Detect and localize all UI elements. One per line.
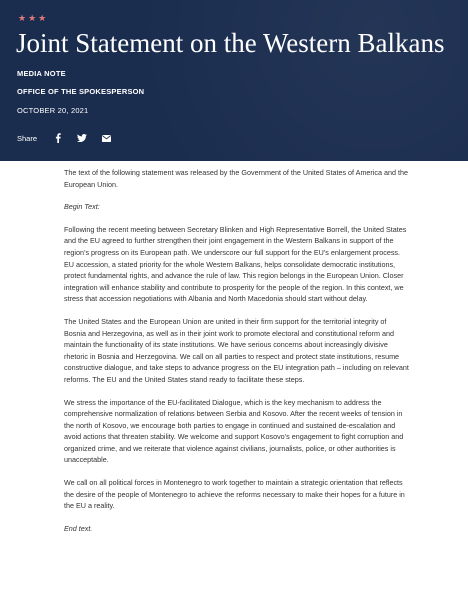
article-type: MEDIA NOTE [17,69,66,78]
paragraph-1: Following the recent meeting between Secretary Blinken and High Representative Borrell, the United States and the EU agreed to further strengthen their joint engagement in the Western Balkans in support of the region’s progress on its European path. We underscore our full support for the EU’s enlargement process. EU accession, a stated priority for the whole Western Balkans, helps consolidate democratic institutions, protect fundamental rights, and advance the rule of law. This region belongs in the European Union. Closer integration will enhance stability and contribute to prosperity for the people of the region. In this context, we stress that accession negotiations with Albania and North Macedonia should start without delay. [64,224,407,304]
page-header [0,0,468,161]
paragraph-4: We call on all political forces in Montenegro to work together to maintain a strategic orientation that reflects the desire of the people of Montenegro to achieve the reforms necessary to make their hopes for a future in the EU a reality. [64,478,405,511]
stars-decoration: ★★★ [18,13,49,23]
statement-body [64,167,410,545]
publish-date: OCTOBER 20, 2021 [17,106,89,115]
end-text-marker: End text. [64,523,93,533]
facebook-icon[interactable] [52,133,64,143]
issuing-office[interactable]: OFFICE OF THE SPOKESPERSON [17,87,145,96]
intro-paragraph: The text of the following statement was released by the Government of the United States of America and the European Union. [64,168,408,189]
begin-text-marker: Begin Text: [64,202,100,212]
share-bar [17,133,124,143]
paragraph-3: We stress the importance of the EU-facilitated Dialogue, which is the key mechanism to address the comprehensive normalization of relations between Serbia and Kosovo. After the recent weeks of tension in the north of Kosovo, we encourage both parties to engage in continued and sustained de-escalation and avoid actions that threaten stability. We welcome and support Kosovo’s engagement to fight corruption and organized crime, and we reiterate that violence against civilians, journalists, police, or other authorities is unacceptable. [64,397,404,465]
twitter-icon[interactable] [76,133,88,143]
email-icon[interactable] [100,133,112,143]
page-title: Joint Statement on the Western Balkans [16,28,445,58]
share-label: Share [17,133,38,143]
paragraph-2: The United States and the European Union are united in their firm support for the territorial integrity of Bosnia and Herzegovina, as well as in their joint work to promote electoral and constitutional reform and maintain the functionality of its state institutions. We have serious concerns about increasingly divisive rhetoric in Bosnia and Herzegovina. We call on all parties to respect and protect state institutions, resume constructive dialogue, and take steps to advance progress on the EU integration path – including on relevant reforms. The EU and the United States stand ready to facilitate these steps. [64,316,409,384]
